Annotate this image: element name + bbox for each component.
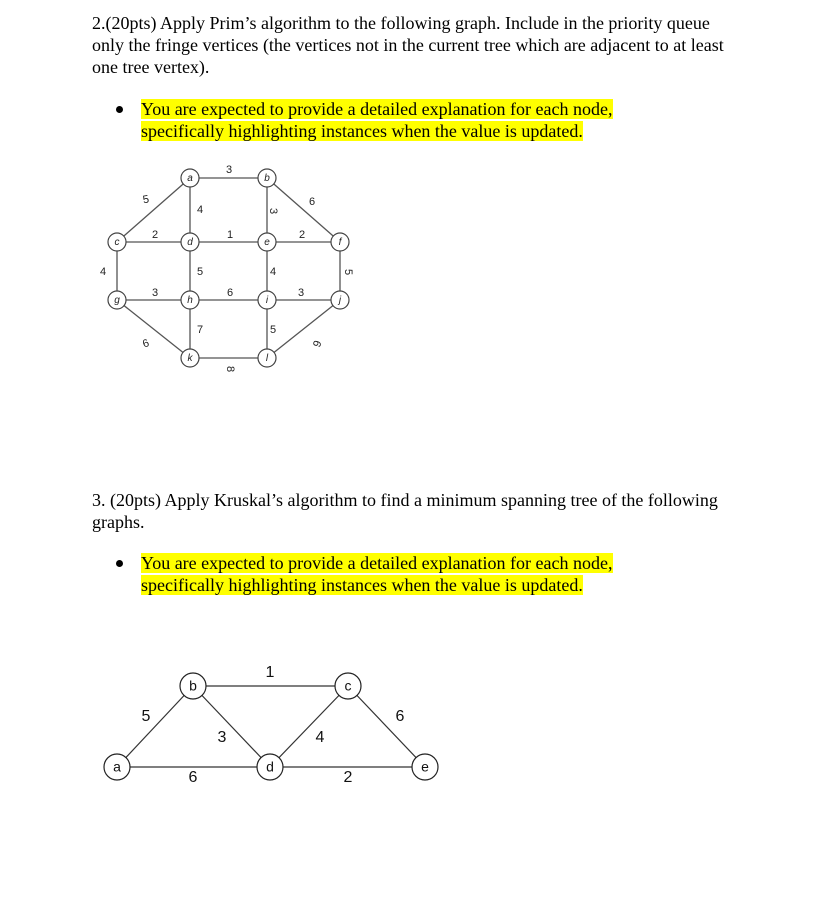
edge-weight-a-d: 4 xyxy=(196,203,204,216)
node-label-l: l xyxy=(265,353,269,365)
edge-weight-g-k: 6 xyxy=(141,337,151,351)
edge-weight-i-l: 5 xyxy=(269,323,277,336)
node-label-b: b xyxy=(189,677,197,694)
edge-weight-a-b: 3 xyxy=(225,163,233,176)
edge-weight-e-i: 4 xyxy=(269,265,277,278)
question-3-text: 3. (20pts) Apply Kruskal’s algorithm to find a minimum spanning tree of the following graphs. xyxy=(92,490,718,532)
edge-weight-k-l: 8 xyxy=(224,365,237,373)
edge-weight-c-d: 4 xyxy=(315,729,325,747)
edge-a-b xyxy=(117,686,193,767)
node-label-d: d xyxy=(266,758,274,775)
edge-weight-b-f: 6 xyxy=(308,195,316,208)
edge-weight-j-l: 9 xyxy=(311,339,325,349)
edge-weight-d-h: 5 xyxy=(196,265,204,278)
node-label-e: e xyxy=(421,758,429,775)
edge-weight-f-j: 5 xyxy=(342,268,355,276)
edge-weight-i-j: 3 xyxy=(297,286,305,299)
node-label-e: e xyxy=(264,237,270,249)
question-2-text: 2.(20pts) Apply Prim’s algorithm to the following graph. Include in the priority queue only the fringe vertices (the vertices not in the current tree which are adjacent to at least one tree vertex). xyxy=(92,13,724,77)
edge-weight-c-e: 6 xyxy=(395,708,405,726)
edge-weight-e-f: 2 xyxy=(298,228,306,241)
node-label-c: c xyxy=(114,237,120,249)
edge-weight-h-i: 6 xyxy=(226,286,234,299)
edge-weight-b-c: 1 xyxy=(265,664,275,682)
highlighted-text: specifically highlighting instances when the value is updated. xyxy=(141,121,583,141)
node-label-b: b xyxy=(264,173,270,185)
edge-weight-a-d: 6 xyxy=(188,769,198,787)
node-label-k: k xyxy=(187,353,193,365)
edge-c-d xyxy=(270,686,348,767)
node-label-a: a xyxy=(113,758,121,775)
edge-weight-c-d: 2 xyxy=(151,228,159,241)
node-label-c: c xyxy=(344,677,352,694)
node-label-i: i xyxy=(265,295,269,307)
highlighted-text: You are expected to provide a detailed explanation for each node, xyxy=(141,553,613,573)
node-label-h: h xyxy=(187,295,193,307)
highlighted-text: You are expected to provide a detailed explanation for each node, xyxy=(141,99,613,119)
edge-weight-g-h: 3 xyxy=(151,286,159,299)
edge-weight-b-d: 3 xyxy=(217,729,227,747)
node-label-a: a xyxy=(187,173,193,185)
node-label-j: j xyxy=(338,295,342,307)
node-label-f: f xyxy=(338,237,342,249)
edge-weight-c-g: 4 xyxy=(99,265,107,278)
node-label-g: g xyxy=(114,295,120,307)
node-label-d: d xyxy=(187,237,193,249)
edge-weight-b-e: 3 xyxy=(267,207,280,215)
edge-b-d xyxy=(193,686,270,767)
edge-weight-d-e: 2 xyxy=(343,769,353,787)
edge-weight-h-k: 7 xyxy=(196,323,204,336)
edge-weight-d-e: 1 xyxy=(226,228,234,241)
edge-c-e xyxy=(348,686,425,767)
highlighted-text: specifically highlighting instances when the value is updated. xyxy=(141,575,583,595)
edge-weight-a-b: 5 xyxy=(141,708,151,726)
edge-weight-a-c: 5 xyxy=(141,193,151,207)
